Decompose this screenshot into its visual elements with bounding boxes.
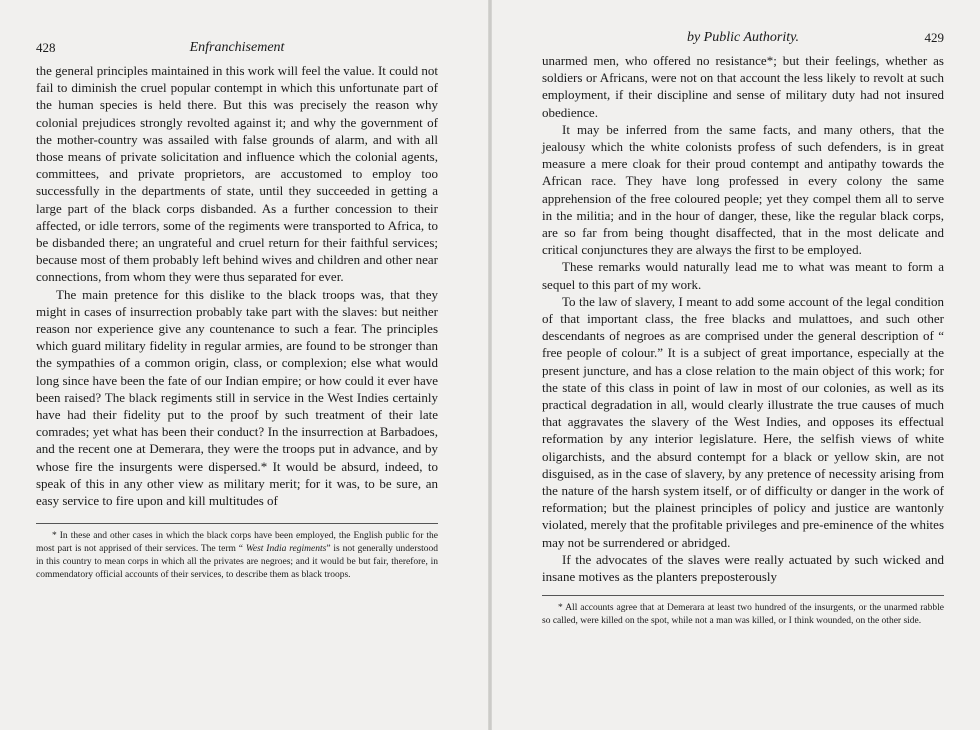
paragraph: If the advocates of the slaves were really actuated by such wicked and insane motives as the planters preposterously xyxy=(542,551,944,585)
paragraph: These remarks would naturally lead me to what was meant to form a sequel to this part of my work. xyxy=(542,259,944,292)
footnote-text: * In these and other cases in which the black corps have been employed, the English public for the most part is not apprised of their services. The term “ xyxy=(36,531,438,555)
footnote-italic-term: West India regiments xyxy=(245,544,327,555)
footnote-rule xyxy=(36,523,438,524)
paragraph: To the law of slavery, I meant to add some account of the legal condition of that important class, the free blacks and mulattoes, and such other descendants of negroes as are comprised under the general description of “ free people of colour.” It is a subject of great importance, especially at the present juncture, and has a close relation to the main object of this work; for the state of this class in point of law in most of our colonies, as well as its practical degradation in all, would clearly illustrate the true causes of much that aggravates the slavery of the West Indies, and opposes its effectual reformation by any interior legislature. Here, the selfish views of white oligarchists, and the absurd contempt for a black or yellow skin, are not disguised, as in the case of slavery, by any pretence of necessity arising from the nature of the harsh system itself, or of difficulty or danger in the work of reformation; but the plainest principles of policy and justice are wantonly violated, merely that the profitable privileges and pre-eminence of the whites may not be surrendered or abridged. xyxy=(542,293,944,550)
footnote-rule xyxy=(542,595,944,596)
left-running-head xyxy=(36,40,438,62)
right-page xyxy=(490,0,980,730)
left-footnote xyxy=(36,530,438,582)
right-footnote: * All accounts agree that at Demerara at least two hundred of the insurgents, or the unarmed rabble so called, were killed on the spot, while not a man was killed, or I think wounded, on the other side. xyxy=(542,603,944,627)
right-body-text xyxy=(542,52,944,585)
paragraph: It may be inferred from the same facts, and many others, that the jealousy which the white colonists profess of such defenders, is in great measure a mere cloak for their proud contempt and antipathy towards the African race. They have long professed in every colony the same apprehension of the free coloured people; yet they compel them all to serve in the militia; and in the hour of danger, these, like the regular black corps, are so far from being thought disaffected, that in the most delicate and critical conjunctures they are always the first to be employed. xyxy=(542,121,944,258)
left-body-text xyxy=(36,62,438,509)
paragraph: the general principles maintained in this work will feel the value. It could not fail to diminish the cruel popular contempt in which this unfortunate part of the human species is held there. But this was precisely the reason why colonial prejudices strongly revolted against it; and why the government of the mother-country was assailed with false grounds of alarm, and with all those means of private solicitation and influence which the colonial agents, committees, and private proprietors, are accustomed to employ too successfully in the departments of state, until they succeeded in getting a large part of the black corps disbanded. As a further concession to their affected, or idle terrors, some of the regiments were transported to Africa, to be disbanded there; an ungrateful and cruel return for their faithful services; because most of them probably left behind wives and children and other near connections, from whom they were thus separated for ever. xyxy=(36,63,438,285)
footnote-text: ” is not generally understood in this country to mean corps in which all the privates are negroes; and it would be but fair, therefore, in commendatory official accounts of their services, to describe them as black troops. xyxy=(36,544,439,581)
left-page-number: 428 xyxy=(36,40,56,55)
right-running-head xyxy=(542,30,944,52)
paragraph: unarmed men, who offered no resistance*; but their feelings, whether as soldiers or Africans, were not on that account the less likely to revolt at such employment, if their discipline and sense of military duty had not insured obedience. xyxy=(542,53,944,120)
right-running-title: by Public Authority. xyxy=(686,30,800,45)
paragraph: The main pretence for this dislike to the black troops was, that they might in cases of insurrection probably take part with the slaves: but neither reason nor experience give any countenance to such a fear. The principles which guard military fidelity in regular armies, are found to be stronger than the sympathies of a common origin, class, or complexion; else what would long since have been the fate of our Indian empire; or how could it ever have been raised? The black regiments still in service in the West Indies certainly have had their fidelity put to the proof by such treatment of their late comrades; yet what has been their conduct? In the insurrection at Barbadoes, and the recent one at Demerara, they were the troops put in advance, and by whose fire the insurgents were dispersed.* It would be absurd, indeed, to speak of this in any other view as military merit; for it was, to be sure, an easy service to fire upon and kill multitudes of xyxy=(36,286,438,509)
right-page-number: 429 xyxy=(924,30,944,45)
left-running-title: Enfranchisement xyxy=(189,40,285,55)
